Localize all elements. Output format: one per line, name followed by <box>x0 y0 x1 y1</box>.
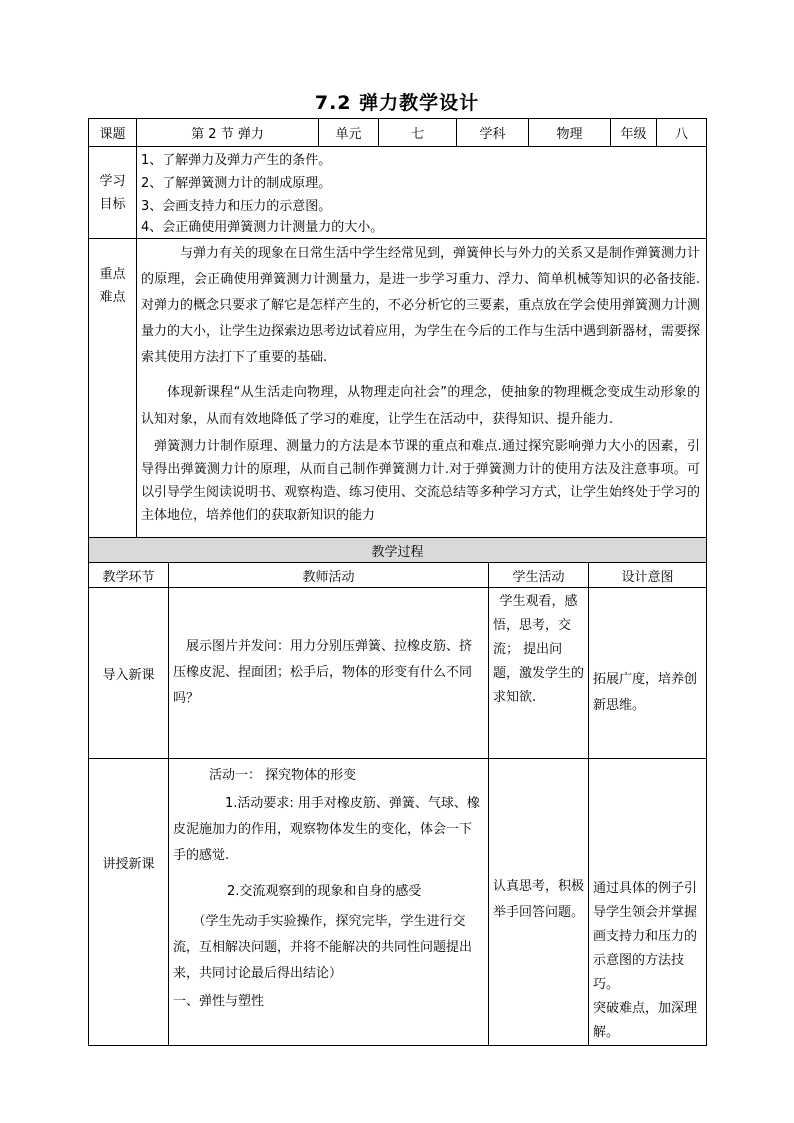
keypoints-paragraph: 弹簧测力计制作原理、测量力的方法是本节课的重点和难点.通过探究影响弹力大小的因素，引导得出弹簧测力计的原理，从而自己制作弹簧测力计.对于弹簧测力计的使用方法及注意事项。可以引导学生阅读说明书、观察构造、练习使用、交流总结等多种学习方式，让学生始终处于学习的主体地位，培养他们的获取新知识的能力 <box>141 439 701 523</box>
design-intent-text-2: 突破难点，加深理解。 <box>593 1001 698 1040</box>
teaching-process-table <box>88 537 707 1046</box>
keypoints-paragraph: 与弹力有关的现象在日常生活中学生经常见到，弹簧伸长与外力的关系又是制作弹簧测力计的原理，会正确使用弹簧测力计测量力，是进一步学习重力、浮力、简单机械等知识的必备技能. 对弹力的概念只要求了解它是怎样产生的，不必分析它的三要素，重点放在学会使用弹簧测力计测量力的大小，让学生边探索边思考边试着应用，为学生在今后的工作与生活中遇到新器材，需要探索其使用方法打下了重要的基础. <box>141 246 701 365</box>
design-intent-text: 拓展广度，培养创新思维。 <box>593 672 698 713</box>
subject-label: 学科 <box>457 119 529 147</box>
grade-label: 年级 <box>611 119 657 147</box>
teacher-activity-text: 活动一： 探究物体的形变 <box>209 768 357 783</box>
objective-item: 3、会画支持力和压力的示意图。 <box>141 199 332 214</box>
teacher-activity-text: 2.交流观察到的现象和自身的感受 <box>227 884 422 899</box>
objectives-list <box>137 147 707 239</box>
teacher-activity-text: 1.活动要求: 用手对橡皮筋、弹簧、气球、橡皮泥施加力的作用，观察物体发生的变化，体会一下手的感觉. <box>173 796 480 863</box>
teacher-activity-text: 展示图片并发问：用力分别压弹簧、拉橡皮筋、挤压橡皮泥、捏面团；松手后，物体的形变有什么不同吗？ <box>173 639 473 706</box>
table-row <box>89 759 707 1046</box>
objective-item: 2、了解弹簧测力计的制成原理。 <box>141 176 332 191</box>
unit-label: 单元 <box>319 119 379 147</box>
design-intent-text: 通过具体的例子引导学生领会并掌握画支持力和压力的示意图的方法技巧。 <box>593 881 698 992</box>
process-section-title: 教学过程 <box>89 538 707 563</box>
lesson-info-table <box>88 118 707 538</box>
stage-cell: 讲授新课 <box>89 759 169 1046</box>
keypoints-paragraph: 体现新课程“从生活走向物理，从物理走向社会”的理念，使抽象的物理概念变成生动形象的认知对象，从而有效地降低了学习的难度，让学生在活动中，获得知识、提升能力. <box>141 385 700 427</box>
column-header-intent: 设计意图 <box>589 563 707 588</box>
student-activity-cell <box>489 759 589 1046</box>
keypoints-label: 重点 难点 <box>89 239 137 538</box>
teacher-activity-text: （学生先动手实验操作，探究完毕，学生进行交流，互相解决问题，并将不能解决的共同性问题提出来，共同讨论最后得出结论） <box>173 914 473 981</box>
teacher-activity-text: 一、弹性与塑性 <box>173 994 265 1009</box>
course-value: 第 2 节 弹力 <box>137 119 319 147</box>
keypoints-content <box>137 239 707 538</box>
table-row <box>89 588 707 759</box>
objective-item: 1、了解弹力及弹力产生的条件。 <box>141 153 332 168</box>
column-header-stage: 教学环节 <box>89 563 169 588</box>
student-activity-text: 学生观看，感悟，思考，交流； 提出问题，激发学生的求知欲. <box>493 594 585 705</box>
design-intent-cell <box>589 759 707 1046</box>
unit-value: 七 <box>379 119 457 147</box>
column-header-teacher: 教师活动 <box>169 563 489 588</box>
page-title: 7.2 弹力教学设计 <box>314 92 480 114</box>
column-header-student: 学生活动 <box>489 563 589 588</box>
subject-value: 物理 <box>529 119 611 147</box>
teacher-activity-cell <box>169 588 489 759</box>
stage-cell: 导入新课 <box>89 588 169 759</box>
teacher-activity-cell <box>169 759 489 1046</box>
design-intent-cell <box>589 588 707 759</box>
student-activity-text: 认真思考，积极举手回答问题。 <box>493 879 585 920</box>
student-activity-cell <box>489 588 589 759</box>
grade-value: 八 <box>657 119 707 147</box>
course-label: 课题 <box>89 119 137 147</box>
objectives-label: 学习 目标 <box>89 147 137 239</box>
objective-item: 4、会正确使用弹簧测力计测量力的大小。 <box>141 220 384 235</box>
